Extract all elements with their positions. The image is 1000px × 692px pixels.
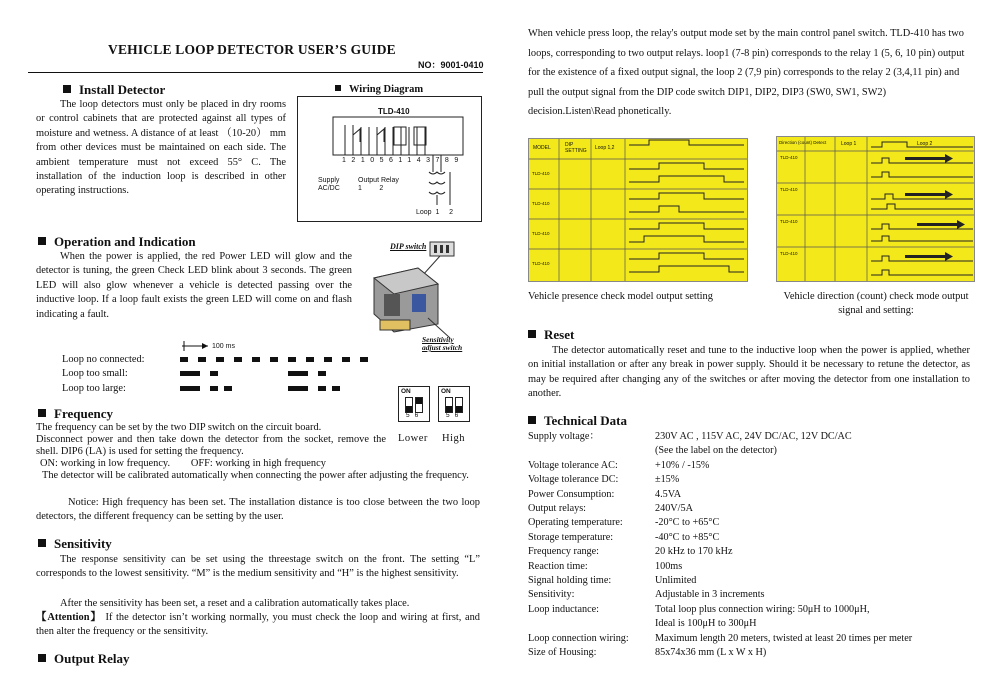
- tech-value: 240V/5A: [655, 503, 693, 515]
- timing-arrow: [180, 340, 210, 352]
- presence-table: MODEL DIP SETTING Loop 1,2 TLD-410 TLD-410 TLD-410 TLD-410: [528, 138, 748, 282]
- tech-value: -40°C to +85°C: [655, 531, 720, 543]
- timing-labels: [62, 353, 182, 396]
- tech-label: Voltage tolerance AC:: [528, 459, 618, 471]
- sensitivity-text2: After the sensitivity has been set, a reset and a calibration automatically takes place.: [60, 598, 410, 609]
- tech-row: [528, 603, 912, 617]
- tech-value: (See the label on the detector): [655, 445, 777, 457]
- tech-label: Signal holding time:: [528, 575, 612, 587]
- wiring-pins: 1210561143789: [342, 157, 464, 164]
- tech-value: Maximum length 20 meters, twisted at least 20 times per meter: [655, 632, 913, 644]
- sensitivity-heading: Sensitivity: [38, 536, 112, 552]
- tech-label: [528, 617, 655, 631]
- tech-row: [528, 459, 912, 473]
- tech-label: Power Consumption:: [528, 488, 615, 500]
- output-relay-text: When vehicle press loop, the relay's output mode set by the main control panel switch. TLD-410 has two loops, corresponding to two output relays. loop1 (7-8 pin) corresponds to the relay 1 (5, 6, 10 pin) output for the existence of a fixed output signal, the loop 2 (7,9 pin) corresponds to the relay 2 (3,4,11 pin) and pull the output signal from the DIP code switch DIP1, DIP2, DIP3 (SW0, SW1, SW2) decision.Listen\Read phonetically.: [528, 28, 965, 118]
- operation-text: When the power is applied, the red Power LED will glow and the detector is tuning, the green Check LED blink about 3 seconds. The green LED will also glow whenever a vehicle is detected passing over the inductive loop. If a loop fault exists the green LED will come on and flash indicating a fault.: [36, 251, 352, 320]
- relay-label: Output Relay 1 2: [358, 177, 399, 192]
- tech-value: 85x74x36 mm (L x W x H): [655, 647, 767, 659]
- tech-value: -20°C to +65°C: [655, 517, 720, 529]
- tech-value: Ideal is 100μH to 300μH: [655, 618, 757, 630]
- tech-row: [528, 617, 912, 631]
- tech-value: 230V AC , 115V AC, 24V DC/AC, 12V DC/AC: [655, 431, 852, 442]
- tech-label: [528, 444, 655, 458]
- presence-caption: Vehicle presence check model output setting: [528, 291, 713, 302]
- timing-ms-label: 100 ms: [212, 343, 235, 350]
- presence-table-grid: [529, 139, 747, 281]
- tech-row: [528, 502, 912, 516]
- frequency-line3: ON: working in low frequency. OFF: working in high frequency: [40, 458, 326, 469]
- frequency-heading: Frequency: [38, 406, 113, 422]
- tech-row: [528, 488, 912, 502]
- technical-heading: Technical Data: [528, 413, 627, 429]
- tech-label: Reaction time:: [528, 560, 588, 572]
- frequency-line2: Disconnect power and then take down the detector from the socket, remove the shell. DIP6 (LA) is used for setting the frequency.: [36, 434, 386, 457]
- tech-label: Loop inductance:: [528, 603, 600, 615]
- timing-waveforms: [180, 353, 380, 398]
- lower-label: Lower: [398, 433, 428, 444]
- tech-value: ±15%: [655, 474, 680, 486]
- tech-value: 4.5VA: [655, 488, 682, 500]
- tech-row: [528, 574, 912, 588]
- timing-row-too-large: Loop too large:: [62, 382, 126, 394]
- wiring-heading: Wiring Diagram: [335, 84, 423, 95]
- timing-row-too-small: Loop too small:: [62, 368, 128, 380]
- tech-value: +10% / -15%: [655, 459, 710, 471]
- tech-row: [528, 516, 912, 530]
- tech-row: [528, 430, 912, 444]
- direction-table-grid: [777, 137, 974, 281]
- technical-table: [528, 430, 912, 661]
- tech-label: Sensitivity:: [528, 589, 575, 601]
- reset-text: The detector automatically reset and tune to the inductive loop when the power is applied, whether on initial installation or after any break in power supply. Should it be necessary to retune the detector, as may be required after changing any of the switches or after moving the detector from one installation to another.: [528, 345, 970, 400]
- sensitivity-switch-label: Sensitivity adjust switch: [422, 335, 463, 352]
- doc-number: NO：9001-0410: [418, 60, 484, 70]
- title-rule: [28, 72, 483, 73]
- supply-label: Supply AC/DC: [318, 177, 340, 192]
- attention-label: 【Attention】: [36, 612, 102, 623]
- sensitivity-text1: The response sensitivity can be set using the threestage switch on the front. The setting “L” corresponds to the lowest sensitivity. “M” is the medium sensitivity and “H” is the highest sensitivity.: [36, 554, 480, 580]
- tech-row: [528, 545, 912, 559]
- tech-row: [528, 560, 912, 574]
- tech-label: Supply voltage：: [528, 431, 600, 442]
- frequency-line4: The detector will be calibrated automatically when connecting the power after adjusting the frequency.: [42, 470, 469, 481]
- high-label: High: [442, 433, 465, 444]
- wiring-diagram: [297, 96, 482, 222]
- direction-table: Direction (count) Detect Loop 1 Loop 2 TLD-410 TLD-410 TLD-410 TLD-410: [776, 136, 975, 282]
- tech-value: Unlimited: [655, 575, 697, 587]
- tech-label: Size of Housing:: [528, 647, 597, 659]
- tech-label: Operating temperature:: [528, 517, 623, 529]
- detector-illustration: [360, 238, 480, 356]
- tech-row: [528, 588, 912, 602]
- install-heading: Install Detector: [63, 82, 165, 98]
- loop-label: Loop 1 2: [416, 209, 454, 216]
- wiring-model: TLD-410: [378, 107, 410, 116]
- direction-caption: Vehicle direction (count) check mode output signal and setting:: [783, 291, 969, 317]
- tech-row: [528, 473, 912, 487]
- output-relay-heading: Output Relay: [38, 651, 129, 667]
- tech-value: 20 kHz to 170 kHz: [655, 546, 733, 558]
- frequency-notice: Notice: High frequency has been set. The installation distance is too close between the two loop detectors, the different frequency can be setting by the user.: [36, 497, 480, 523]
- tech-row: [528, 632, 912, 646]
- tech-value: Total loop plus connection wiring: 50μH to 1000μH,: [655, 603, 870, 615]
- sensitivity-attention: 【Attention】 If the detector isn’t working normally, you must check the loop and wiring at first, and then alter the frequency or the sensitivity.: [36, 612, 480, 638]
- install-text: The loop detectors must only be placed in dry rooms or control cabinets that are protected against all types of moisture and wetness. A distance of at least （10-20） mm from other devices must be maintained on each side. The ambient temperature must not exceed 55° C. The installation of the induction loop is described in other operating instructions.: [36, 99, 286, 197]
- dip-switch-label: DIP switch: [390, 242, 427, 251]
- tech-label: Frequency range:: [528, 546, 599, 558]
- frequency-line1: The frequency can be set by the two DIP switch on the circuit board.: [36, 422, 322, 433]
- reset-heading: Reset: [528, 327, 574, 343]
- tech-row: [528, 646, 912, 660]
- dip-high: ON 56: [438, 386, 470, 422]
- tech-value: Adjustable in 3 increments: [655, 589, 765, 601]
- tech-row: [528, 531, 912, 545]
- timing-row-no-connected: Loop no connected:: [62, 354, 145, 365]
- tech-label: Output relays:: [528, 503, 587, 515]
- doc-title: VEHICLE LOOP DETECTOR USER’S GUIDE: [108, 42, 396, 57]
- tech-label: Storage temperature:: [528, 531, 614, 543]
- tech-value: 100ms: [655, 560, 683, 572]
- dip-lower: ON 56: [398, 386, 430, 422]
- operation-heading: Operation and Indication: [38, 234, 196, 250]
- tech-row: [528, 444, 912, 458]
- tech-label: Loop connection wiring:: [528, 632, 629, 644]
- tech-label: Voltage tolerance DC:: [528, 474, 619, 486]
